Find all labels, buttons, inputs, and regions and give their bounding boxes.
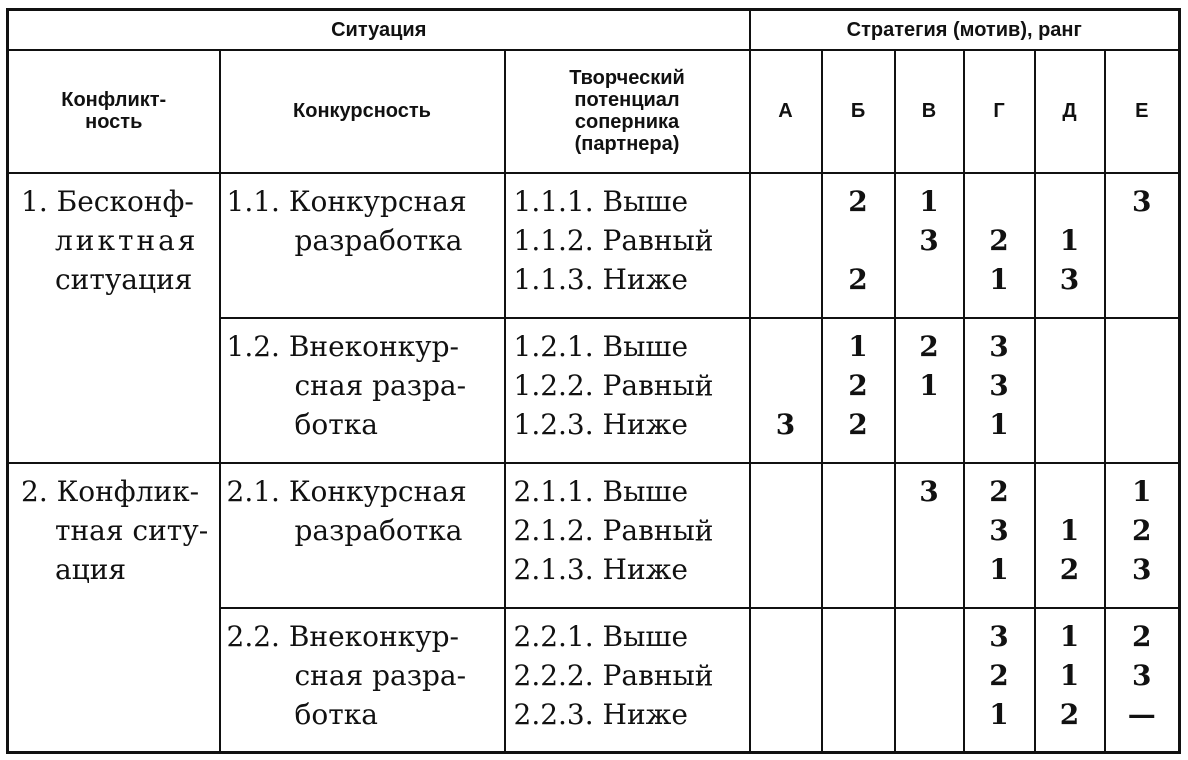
rank-value: 3	[1132, 552, 1152, 586]
rank-value	[1106, 260, 1179, 299]
strategy-col-a: А	[750, 50, 822, 173]
rank-value	[751, 366, 821, 405]
potential-cell: 1.2.1. Выше 1.2.2. Равный 1.2.3. Ниже	[505, 318, 750, 463]
rank-value: 3	[919, 223, 939, 257]
competitiveness-cell: 1.2. Внеконкур- сная разра- ботка	[220, 318, 505, 463]
rank-value: 1	[1059, 658, 1080, 692]
rank-value: —	[1127, 697, 1156, 731]
rank-value	[896, 695, 963, 734]
rank-value	[896, 617, 963, 656]
rank-value: 1	[989, 552, 1009, 586]
rank-value: 2	[989, 474, 1009, 508]
rank-value	[1036, 327, 1104, 366]
rank-value	[896, 260, 963, 299]
rank-value	[751, 327, 821, 366]
rank-value: 1	[848, 329, 868, 363]
situation-header: Ситуация	[8, 10, 750, 50]
competitiveness-cell: 1.1. Конкурсная разработка	[220, 173, 505, 318]
rank-cell-e	[1105, 463, 1180, 608]
rank-value: 3	[989, 368, 1009, 402]
rank-cell-d	[1035, 463, 1105, 608]
conflict-cell: 2. Конфлик- тная ситу- ация	[8, 463, 220, 753]
rank-value	[1106, 327, 1179, 366]
rank-value	[751, 617, 821, 656]
rank-value: 2	[848, 262, 868, 296]
strategy-col-e: Е	[1105, 50, 1180, 173]
rank-value	[751, 695, 821, 734]
rank-value: 3	[989, 619, 1009, 653]
rank-value	[751, 221, 821, 260]
rank-value: 1	[1059, 619, 1080, 653]
potential-cell: 2.1.1. Выше 2.1.2. Равный 2.1.3. Ниже	[505, 463, 750, 608]
rank-value: 1	[989, 407, 1009, 441]
rank-cell-d	[1035, 318, 1105, 463]
strategy-header: Стратегия (мотив), ранг	[750, 10, 1180, 50]
rank-value: 1	[1059, 223, 1080, 257]
competitiveness-cell: 2.2. Внеконкур- сная разра- ботка	[220, 608, 505, 753]
rank-value	[896, 511, 963, 550]
rank-value: 3	[989, 513, 1009, 547]
rank-value: 3	[1132, 658, 1152, 692]
rank-value: 3	[1132, 184, 1152, 218]
rank-value: 3	[989, 329, 1009, 363]
rank-value	[751, 182, 821, 221]
rank-value: 1	[989, 262, 1009, 296]
rank-cell-a	[750, 318, 822, 463]
table-row	[8, 463, 1180, 608]
conflict-header: Конфликт- ность	[8, 50, 220, 173]
table-row	[8, 173, 1180, 318]
rank-value	[965, 182, 1034, 221]
rank-cell-d	[1035, 173, 1105, 318]
competitiveness-header: Конкурсность	[220, 50, 505, 173]
rank-cell-e	[1105, 173, 1180, 318]
rank-value: 3	[775, 407, 796, 441]
potential-cell: 2.2.1. Выше 2.2.2. Равный 2.2.3. Ниже	[505, 608, 750, 753]
rank-value	[823, 656, 894, 695]
rank-cell-e	[1105, 318, 1180, 463]
rank-cell-g	[964, 173, 1035, 318]
rank-value	[896, 405, 963, 444]
rank-value: 1	[1059, 513, 1080, 547]
rank-value: 2	[1059, 697, 1080, 731]
rank-value: 2	[919, 329, 939, 363]
rank-value: 2	[989, 658, 1009, 692]
rank-value	[1106, 366, 1179, 405]
rank-cell-b	[822, 608, 895, 753]
rank-value: 2	[1132, 619, 1152, 653]
strategy-col-g: Г	[964, 50, 1035, 173]
rank-cell-a	[750, 608, 822, 753]
conflict-cell: 1. Бесконф- ликтная ситуация	[8, 173, 220, 463]
rank-value: 1	[919, 368, 939, 402]
rank-cell-d	[1035, 608, 1105, 753]
strategy-table	[6, 8, 1181, 754]
rank-value	[823, 221, 894, 260]
rank-cell-g	[964, 318, 1035, 463]
rank-value: 2	[989, 223, 1009, 257]
rank-cell-b	[822, 318, 895, 463]
rank-value	[823, 472, 894, 511]
rank-value: 2	[1059, 552, 1080, 586]
rank-cell-b	[822, 173, 895, 318]
rank-value	[823, 511, 894, 550]
rank-value	[823, 550, 894, 589]
rank-value: 1	[1132, 474, 1152, 508]
rank-value	[751, 472, 821, 511]
rank-cell-v	[895, 463, 964, 608]
rank-cell-e	[1105, 608, 1180, 753]
rank-value: 3	[919, 474, 939, 508]
strategy-col-b: Б	[822, 50, 895, 173]
rank-value: 1	[989, 697, 1009, 731]
rank-value	[1106, 405, 1179, 444]
rank-value: 2	[848, 368, 868, 402]
rank-value	[1036, 472, 1104, 511]
rank-cell-b	[822, 463, 895, 608]
rank-value	[823, 617, 894, 656]
competitiveness-cell: 2.1. Конкурсная разработка	[220, 463, 505, 608]
rank-value	[1036, 182, 1104, 221]
rank-value	[823, 695, 894, 734]
rank-value	[896, 550, 963, 589]
strategy-col-v: В	[895, 50, 964, 173]
rank-value	[1036, 366, 1104, 405]
rank-cell-g	[964, 463, 1035, 608]
potential-cell: 1.1.1. Выше 1.1.2. Равный 1.1.3. Ниже	[505, 173, 750, 318]
rank-value: 1	[919, 184, 939, 218]
rank-value	[896, 656, 963, 695]
rank-cell-a	[750, 173, 822, 318]
rank-value	[751, 260, 821, 299]
rank-cell-a	[750, 463, 822, 608]
rank-value	[751, 511, 821, 550]
rank-cell-g	[964, 608, 1035, 753]
rank-value	[1036, 405, 1104, 444]
potential-header: Творческий потенциал соперника (партнера)	[505, 50, 750, 173]
rank-value	[751, 550, 821, 589]
rank-cell-v	[895, 608, 964, 753]
rank-cell-v	[895, 318, 964, 463]
rank-value: 3	[1059, 262, 1080, 296]
rank-value: 2	[848, 407, 868, 441]
rank-value: 2	[848, 184, 868, 218]
rank-value	[751, 656, 821, 695]
rank-value	[1106, 221, 1179, 260]
strategy-col-d: Д	[1035, 50, 1105, 173]
rank-value: 2	[1132, 513, 1152, 547]
rank-cell-v	[895, 173, 964, 318]
